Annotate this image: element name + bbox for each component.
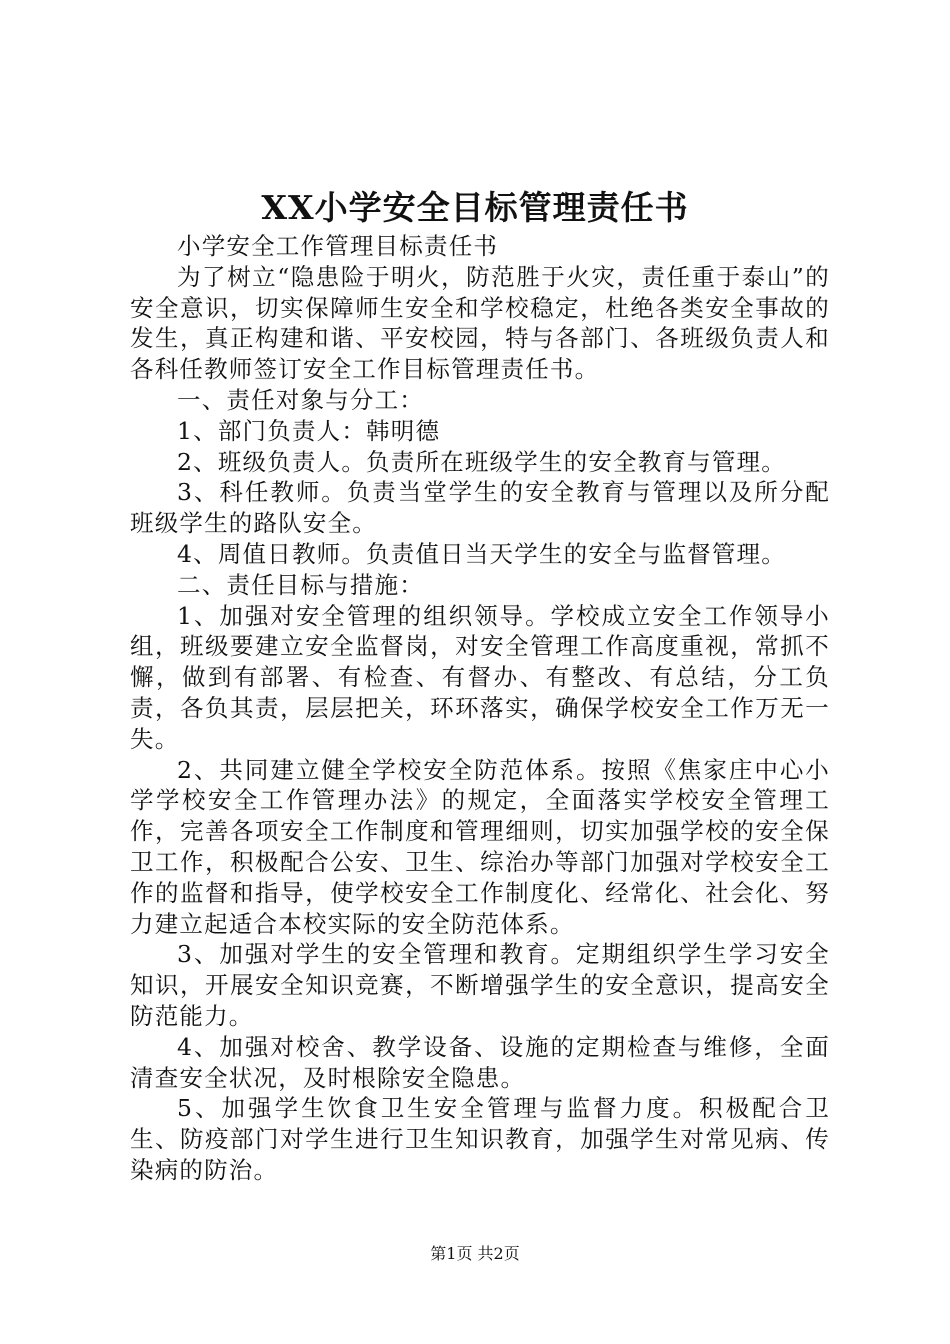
paragraph-item: 3、加强对学生的安全管理和教育。定期组织学生学习安全知识，开展安全知识竞赛，不断增强学生的安全意识，提高安全防范能力。 — [130, 940, 830, 1030]
paragraph-item: 1、加强对安全管理的组织领导。学校成立安全工作领导小组，班级要建立安全监督岗，对安全管理工作高度重视，常抓不懈，做到有部署、有检查、有督办、有整改、有总结，分工负责，各负其责，层层把关，环环落实，确保学校安全工作万无一失。 — [130, 601, 830, 753]
paragraph-item: 2、班级负责人。负责所在班级学生的安全教育与管理。 — [177, 447, 786, 476]
paragraph-subtitle: 小学安全工作管理目标责任书 — [177, 232, 499, 260]
page-number-footer: 第1页 共2页 — [430, 1244, 520, 1263]
paragraph-item: 3、科任教师。负责当堂学生的安全教育与管理以及所分配班级学生的路队安全。 — [130, 478, 830, 538]
section-heading-2: 二、责任目标与措施： — [177, 570, 424, 599]
paragraph-item: 4、加强对校舍、教学设备、设施的定期检查与维修，全面清查安全状况，及时根除安全隐患。 — [130, 1032, 830, 1092]
paragraph-intro: 为了树立“隐患险于明火，防范胜于火灾，责任重于泰山”的安全意识，切实保障师生安全和学校稳定，杜绝各类安全事故的发生，真正构建和谐、平安校园，特与各部门、各班级负责人和各科任教师签订安全工作目标管理责任书。 — [130, 262, 830, 384]
paragraph-item: 1、部门负责人：韩明德 — [177, 416, 441, 445]
paragraph-item: 4、周值日教师。负责值日当天学生的安全与监督管理。 — [177, 539, 786, 568]
paragraph-item: 5、加强学生饮食卫生安全管理与监督力度。积极配合卫生、防疫部门对学生进行卫生知识教育，加强学生对常见病、传染病的防治。 — [130, 1094, 830, 1184]
document-title: XX小学安全目标管理责任书 — [261, 188, 689, 227]
document-body — [130, 231, 830, 1186]
paragraph-item: 2、共同建立健全学校安全防范体系。按照《焦家庄中心小学学校安全工作管理办法》的规定，全面落实学校安全管理工作，完善各项安全工作制度和管理细则，切实加强学校的安全保卫工作，积极配合公安、卫生、综治办等部门加强对学校安全工作的监督和指导，使学校安全工作制度化、经常化、社会化、努力建立起适合本校实际的安全防范体系。 — [130, 755, 830, 938]
section-heading-1: 一、责任对象与分工： — [177, 385, 424, 414]
